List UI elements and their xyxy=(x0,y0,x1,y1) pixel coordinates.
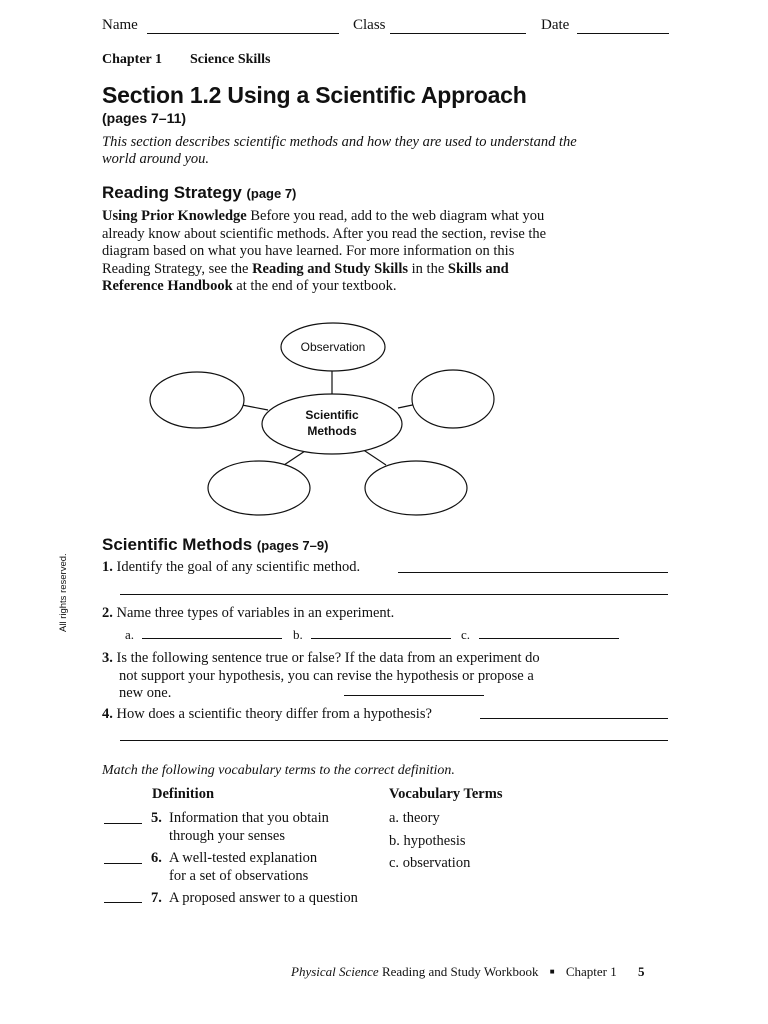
center-node-label-1: Scientific xyxy=(305,408,359,422)
term-b: b. hypothesis xyxy=(389,833,466,849)
footer-book-rest: Reading and Study Workbook xyxy=(378,964,539,979)
question-3: 3. Is the following sentence true or false? If the data from an experiment do not support your hypothesis, you can revise the hypothesis or propose a new one. xyxy=(102,650,540,701)
q2-label-c: c. xyxy=(461,627,471,642)
q2-answer-c[interactable] xyxy=(479,638,619,639)
question-1: 1. Identify the goal of any scientific method. xyxy=(102,559,361,575)
matching-instruction: Match the following vocabulary terms to the correct definition. xyxy=(102,763,455,778)
empty-node-bottom-right[interactable] xyxy=(365,461,467,515)
match-blank-7[interactable] xyxy=(104,902,142,903)
answer-line-3[interactable] xyxy=(344,695,484,696)
q2-label-b: b. xyxy=(293,627,303,642)
q2-label-a: a. xyxy=(125,627,135,642)
definition-6-num: 6. xyxy=(151,850,162,866)
term-a: a. theory xyxy=(389,810,440,826)
q2-answer-a[interactable] xyxy=(142,638,282,639)
chapter-title: Science Skills xyxy=(190,52,271,67)
connector-bottom-right xyxy=(362,449,386,465)
q2-answer-b[interactable] xyxy=(311,638,451,639)
definition-7-num: 7. xyxy=(151,890,162,906)
class-field[interactable] xyxy=(390,33,526,34)
empty-node-right[interactable] xyxy=(412,370,494,428)
match-blank-5[interactable] xyxy=(104,823,142,824)
scientific-methods-title: Scientific Methods xyxy=(102,535,253,554)
answer-line-4b[interactable] xyxy=(120,740,668,741)
reading-strategy-heading xyxy=(102,183,296,203)
scientific-methods-heading xyxy=(102,535,328,555)
center-node-label-2: Methods xyxy=(307,424,357,438)
name-label: Name xyxy=(102,17,138,33)
page-number: 5 xyxy=(637,964,645,979)
section-intro: This section describes scientific methods and how they are used to understand the world around you. xyxy=(102,134,577,167)
observation-node-label: Observation xyxy=(300,340,366,354)
answer-line-1b[interactable] xyxy=(120,594,668,595)
section-title: Section 1.2 Using a Scientific Approach xyxy=(102,82,527,108)
empty-node-right-svg xyxy=(410,368,496,430)
definition-6: A well-tested explanation for a set of observations xyxy=(169,850,318,884)
chapter-label: Chapter 1 xyxy=(102,52,163,67)
reading-strategy-paragraph: Using Prior Knowledge Before you read, add to the web diagram what you already know about scientific methods. After you read the section, revise the diagram based on what you have learned. For more information on this Reading Strategy, see the Reading and Study Skills in the Skills and Reference Handbook at the end of your textbook. xyxy=(102,208,547,294)
connector-left xyxy=(242,405,268,410)
definition-5-num: 5. xyxy=(151,810,162,826)
name-field[interactable] xyxy=(147,33,339,34)
empty-node-bottom-left[interactable] xyxy=(208,461,310,515)
date-label: Date xyxy=(541,17,570,33)
reading-strategy-lead: Using Prior Knowledge xyxy=(102,208,247,224)
term-c: c. observation xyxy=(389,855,471,871)
reading-strategy-title: Reading Strategy xyxy=(102,183,242,202)
date-field[interactable] xyxy=(577,33,669,34)
class-label: Class xyxy=(353,17,386,33)
question-4: 4. How does a scientific theory differ from a hypothesis? xyxy=(102,706,432,722)
vocabulary-terms-header: Vocabulary Terms xyxy=(389,786,503,802)
empty-node-left[interactable] xyxy=(150,372,244,428)
scientific-methods-pages: (pages 7–9) xyxy=(256,538,329,553)
side-rights-text: All rights reserved. xyxy=(58,553,69,632)
answer-line-1a[interactable] xyxy=(398,572,668,573)
footer-bullet-icon: ■ xyxy=(549,967,555,976)
match-blank-6[interactable] xyxy=(104,863,142,864)
reading-strategy-pages: (page 7) xyxy=(246,186,297,201)
question-2: 2. Name three types of variables in an experiment. xyxy=(102,605,395,621)
section-pages: (pages 7–11) xyxy=(102,110,187,126)
definition-7: A proposed answer to a question xyxy=(169,890,358,906)
answer-line-4a[interactable] xyxy=(480,718,668,719)
footer-book-italic: Physical Science xyxy=(291,964,379,979)
footer-chapter: Chapter 1 xyxy=(565,964,617,979)
definition-5: Information that you obtain through your senses xyxy=(169,810,329,844)
definition-header: Definition xyxy=(152,786,215,802)
footer xyxy=(291,964,644,980)
